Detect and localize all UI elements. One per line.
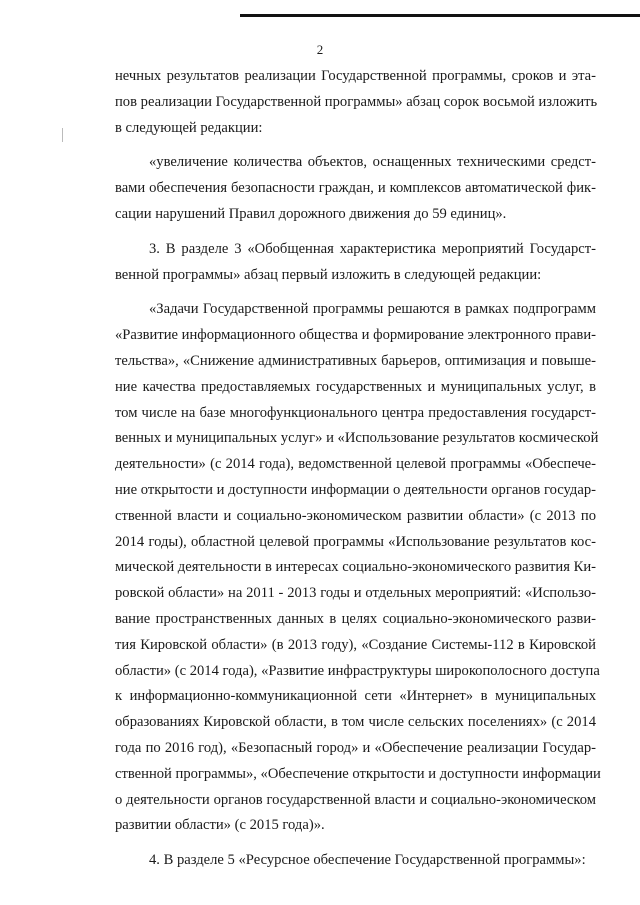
text-line: ровской области» на 2011 - 2013 годы и отдельных мероприятий: «Использо- (115, 585, 596, 602)
paragraph (115, 297, 601, 839)
text-line: пов реализации Государственной программы» абзац сорок восьмой изложить (115, 93, 598, 110)
text-line: 4. В разделе 5 «Ресурсное обеспечение Государственной программы»: (149, 852, 586, 869)
paragraph (115, 64, 596, 141)
document-body (115, 64, 601, 874)
text-line: тельства», «Снижение административных барьеров, оптимизация и повыше- (115, 352, 596, 369)
text-line: развитии области» (с 2015 года)». (115, 817, 325, 834)
text-line: «увеличение количества объектов, оснащенных техническими средст- (149, 154, 596, 171)
text-line: нечных результатов реализации Государственной программы, сроков и эта- (115, 68, 596, 84)
text-line: 2014 годы), областной целевой программы «Использование результатов кос- (115, 533, 596, 550)
text-line: венной программы» абзац первый изложить в следующей редакции: (115, 266, 542, 283)
paragraph (115, 150, 596, 227)
text-line: года по 2016 год), «Безопасный город» и «Обеспечение реализации Государ- (115, 739, 596, 756)
text-line: мической деятельности в интересах социально-экономического развития Ки- (115, 559, 596, 576)
text-line: области» (с 2014 года), «Развитие инфраструктуры широкополосного доступа (115, 662, 600, 679)
text-line: ственной власти и социально-экономическом развитии области» (с 2013 по (115, 507, 596, 524)
text-line: вание пространственных данных в целях социально-экономического разви- (115, 610, 596, 627)
paragraph-gap (115, 141, 596, 150)
paragraph-gap (115, 288, 596, 297)
text-line: венных и муниципальных услуг» и «Использование результатов космической (115, 430, 599, 447)
text-line: сации нарушений Правил дорожного движения до 59 единиц». (115, 205, 507, 222)
text-line: 3. В разделе 3 «Обобщенная характеристика мероприятий Государст- (149, 240, 596, 257)
text-line: «Развитие информационного общества и формирование электронного прави- (115, 327, 596, 344)
page-number: 2 (316, 42, 324, 57)
text-line: ние открытости и доступности информации о деятельности органов государ- (115, 481, 596, 498)
text-line: «Задачи Государственной программы решаются в рамках подпрограмм (149, 301, 596, 318)
text-line: образованиях Кировской области, в том числе сельских поселениях» (с 2014 (115, 714, 596, 731)
scan-edge-mark (62, 128, 63, 142)
text-line: к информационно-коммуникационной сети «Интернет» в муниципальных (115, 688, 596, 705)
scan-top-rule (240, 14, 640, 17)
text-line: о деятельности органов государственной власти и социально-экономическом (115, 791, 596, 808)
text-line: ственной программы», «Обеспечение открытости и доступности информации (115, 765, 601, 782)
text-line: вами обеспечения безопасности граждан, и комплексов автоматической фик- (115, 180, 596, 197)
text-line: тия Кировской области» (в 2013 году), «Создание Системы-112 в Кировской (115, 636, 596, 653)
text-line: в следующей редакции: (115, 119, 263, 136)
paragraph (115, 848, 596, 874)
text-line: том числе на базе многофункционального центра предоставления государст- (115, 404, 596, 421)
text-line: ние качества предоставляемых государственных и муниципальных услуг, в (115, 378, 596, 395)
paragraph-gap (115, 839, 596, 848)
paragraph-gap (115, 228, 596, 237)
text-line: деятельности» (с 2014 года), ведомственной целевой программы «Обеспече- (115, 456, 596, 473)
paragraph (115, 237, 596, 289)
